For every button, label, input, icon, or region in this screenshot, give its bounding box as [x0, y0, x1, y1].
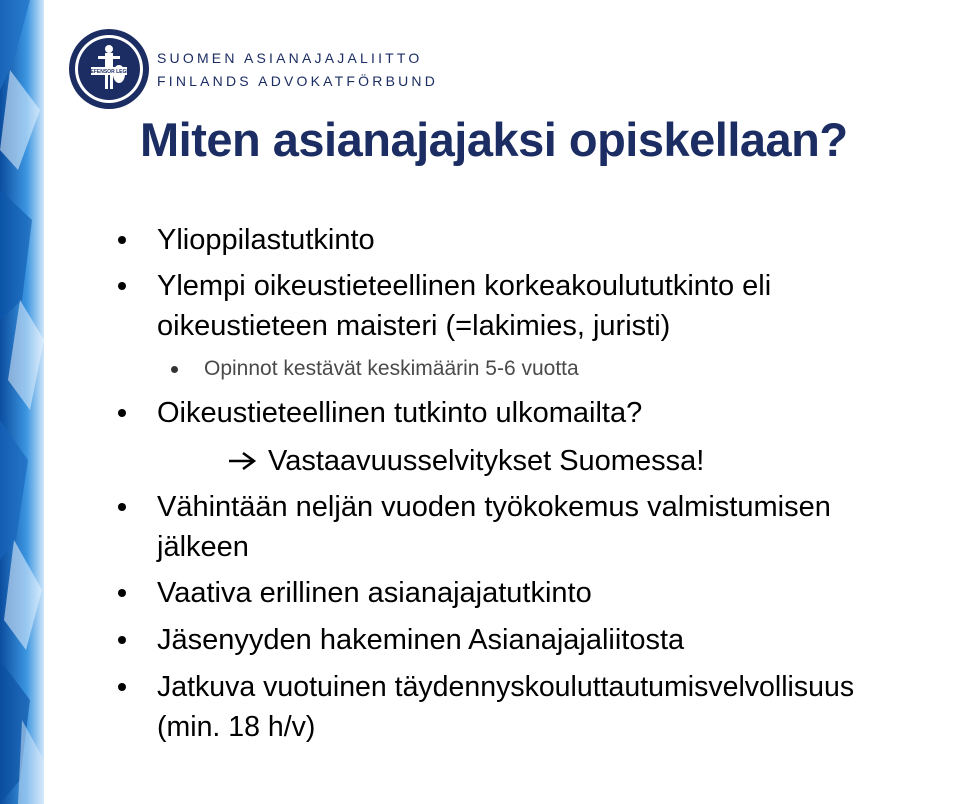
list-item-text: Ylioppilastutkinto — [157, 224, 375, 256]
bullet-dot — [118, 636, 126, 644]
list-item — [157, 393, 642, 433]
list-item — [157, 573, 592, 613]
bullet-dot — [171, 366, 178, 373]
bullet-dot — [118, 503, 126, 511]
list-item — [157, 220, 375, 260]
bullet-dot — [118, 409, 126, 417]
bullet-dot — [118, 683, 126, 691]
list-item — [157, 620, 684, 660]
list-item-text: oikeustieteen maisteri (=lakimies, juristi) — [157, 310, 671, 342]
arrow-note — [228, 441, 704, 481]
list-sub-item — [204, 355, 579, 383]
list-item-text: jälkeen — [157, 531, 249, 563]
bullet-dot — [118, 236, 126, 244]
list-item-text: Opinnot kestävät keskimäärin 5-6 vuotta — [204, 357, 579, 380]
arrow-note-text: Vastaavuusselvitykset Suomessa! — [268, 445, 705, 477]
bullet-dot — [118, 589, 126, 597]
svg-text:DEFENSOR LEGIS: DEFENSOR LEGIS — [86, 69, 132, 75]
list-item — [157, 487, 831, 567]
list-item-text: Ylempi oikeustieteellinen korkeakoulututkinto eli — [157, 270, 772, 302]
right-arrow-icon — [228, 450, 258, 472]
org-name-finnish: SUOMEN ASIANAJAJALIITTO — [157, 50, 423, 66]
list-item — [157, 667, 854, 747]
list-item — [157, 266, 771, 346]
bullet-dot — [118, 282, 126, 290]
organization-name — [157, 47, 438, 93]
slide-title: Miten asianajajaksi opiskellaan? — [140, 113, 848, 166]
list-item-text: Jäsenyyden hakeminen Asianajajaliitosta — [157, 624, 685, 656]
list-item-text: Jatkuva vuotuinen täydennyskouluttautumisvelvollisuus — [157, 671, 855, 703]
list-item-text: (min. 18 h/v) — [157, 711, 316, 743]
defensor-legis-seal-icon — [68, 28, 150, 110]
list-item-text: Vaativa erillinen asianajajatutkinto — [157, 577, 592, 609]
org-name-swedish: FINLANDS ADVOKATFÖRBUND — [157, 73, 439, 89]
list-item-text: Vähintään neljän vuoden työkokemus valmistumisen — [157, 491, 831, 523]
list-item-text: Oikeustieteellinen tutkinto ulkomailta? — [157, 397, 643, 429]
decorative-crystal-strip — [0, 0, 44, 804]
